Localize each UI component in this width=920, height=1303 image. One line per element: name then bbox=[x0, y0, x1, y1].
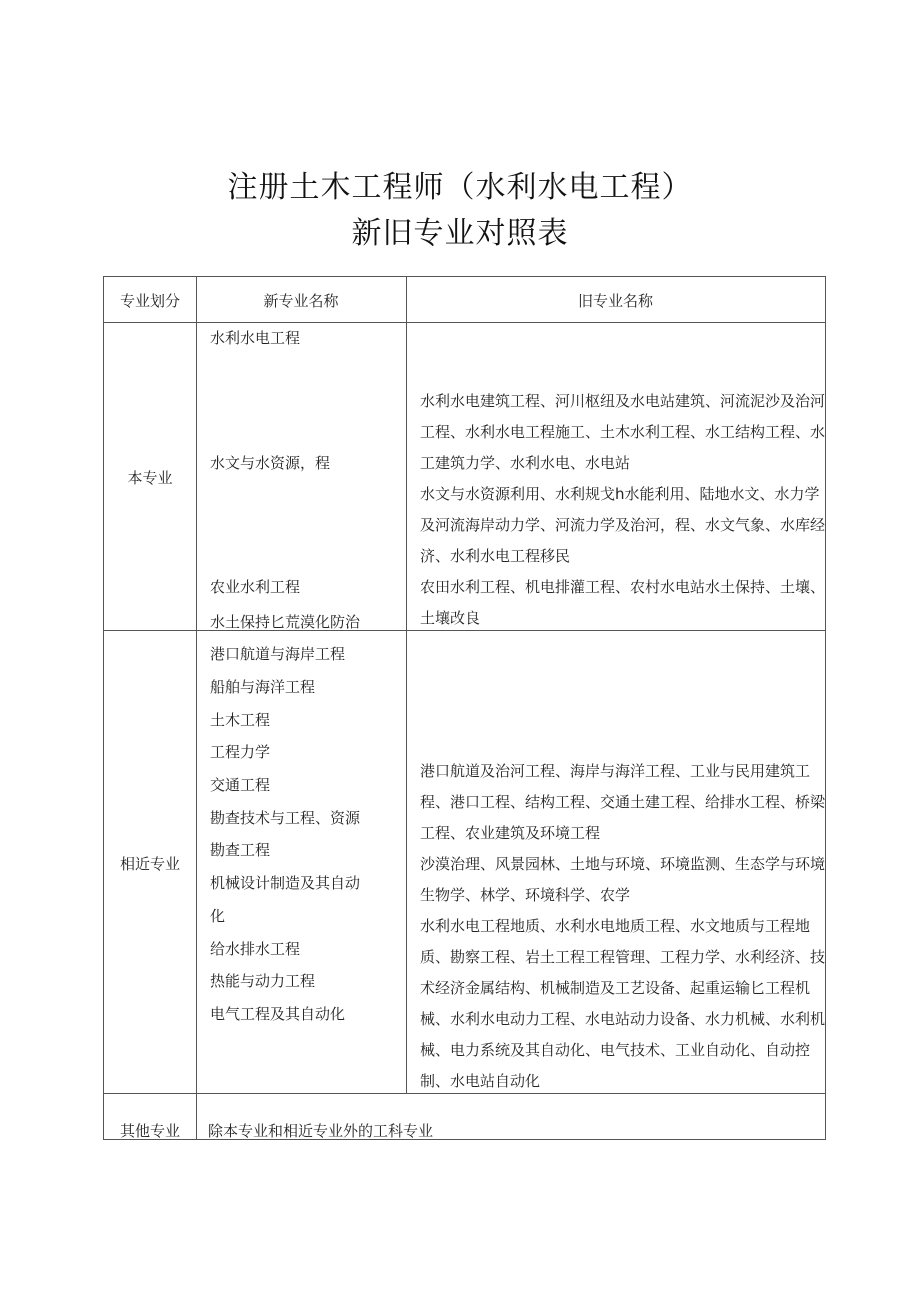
header-new-major: 新专业名称 bbox=[263, 292, 339, 310]
new-major-item: 农业水利工程 bbox=[210, 578, 301, 596]
column-divider bbox=[406, 277, 407, 1093]
category-related: 相近专业 bbox=[119, 855, 180, 873]
old-major-text: 沙漠治理、风景园林、土地与环境、环境监测、生态学与环境生物学、林学、环境科学、农学 bbox=[420, 855, 826, 904]
page-title: 注册土木工程师（水利水电工程） bbox=[227, 170, 693, 205]
new-major-item: 化 bbox=[210, 907, 226, 925]
page-subtitle: 新旧专业对照表 bbox=[351, 216, 569, 251]
old-major-text: 水利水电工程地质、水利水电地质工程、水文地质与工程地质、勘察工程、岩土工程工程管理、工程力学、水利经济、技术经济金属结构、机械制造及工艺设备、起重运输匕工程机械、水利水电动力工程、水电站动力设备、水力机械、水利机械、电力系统及其自动化、电气技术、工业自动化、自动控制、水电站自动化 bbox=[420, 917, 826, 1090]
other-major-text: 除本专业和相近专业外的工科专业 bbox=[208, 1122, 434, 1140]
new-major-item: 水利水电工程 bbox=[210, 329, 301, 347]
column-divider bbox=[196, 277, 197, 1139]
new-major-item: 电气工程及其自动化 bbox=[210, 1005, 346, 1023]
header-category: 专业划分 bbox=[119, 292, 180, 310]
new-major-item: 给水排水工程 bbox=[210, 940, 301, 958]
old-major-text: 水利水电建筑工程、河川枢纽及水电站建筑、河流泥沙及治河工程、水利水电工程施工、土木水利工程、水工结构工程、水工建筑力学、水利水电、水电站 bbox=[420, 392, 826, 472]
new-major-item: 机械设计制造及其自动 bbox=[210, 874, 361, 892]
new-major-item: 交通工程 bbox=[210, 776, 271, 794]
new-major-item: 土木工程 bbox=[210, 711, 271, 729]
header-old-major: 旧专业名称 bbox=[577, 292, 653, 310]
old-major-text: 港口航道及治河工程、海岸与海洋工程、工业与民用建筑工程、港口工程、结构工程、交通土建工程、给排水工程、桥梁工程、农业建筑及环境工程 bbox=[420, 762, 826, 842]
new-major-item: 勘查工程 bbox=[210, 841, 271, 859]
category-other: 其他专业 bbox=[119, 1122, 180, 1140]
category-main: 本专业 bbox=[127, 469, 173, 487]
new-major-item: 船舶与海洋工程 bbox=[210, 678, 316, 696]
new-major-item: 勘查技术与工程、资源 bbox=[210, 809, 361, 827]
row-divider bbox=[104, 322, 825, 323]
new-major-item: 工程力学 bbox=[210, 743, 271, 761]
comparison-table bbox=[103, 276, 826, 1140]
new-major-item: 港口航道与海岸工程 bbox=[210, 645, 346, 663]
new-major-item: 水文与水资源，程 bbox=[210, 454, 331, 472]
old-major-text: 水文与水资源利用、水利规戈h水能利用、陆地水文、水力学及河流海岸动力学、河流力学及治河，程、水文气象、水库经济、水利水电工程移民 bbox=[420, 485, 826, 565]
new-major-item: 热能与动力工程 bbox=[210, 972, 316, 990]
new-major-item: 水土保持匕荒漠化防治 bbox=[210, 613, 361, 631]
old-major-text: 农田水利工程、机电排灌工程、农村水电站水土保持、土壤、土壤改良 bbox=[420, 578, 826, 627]
